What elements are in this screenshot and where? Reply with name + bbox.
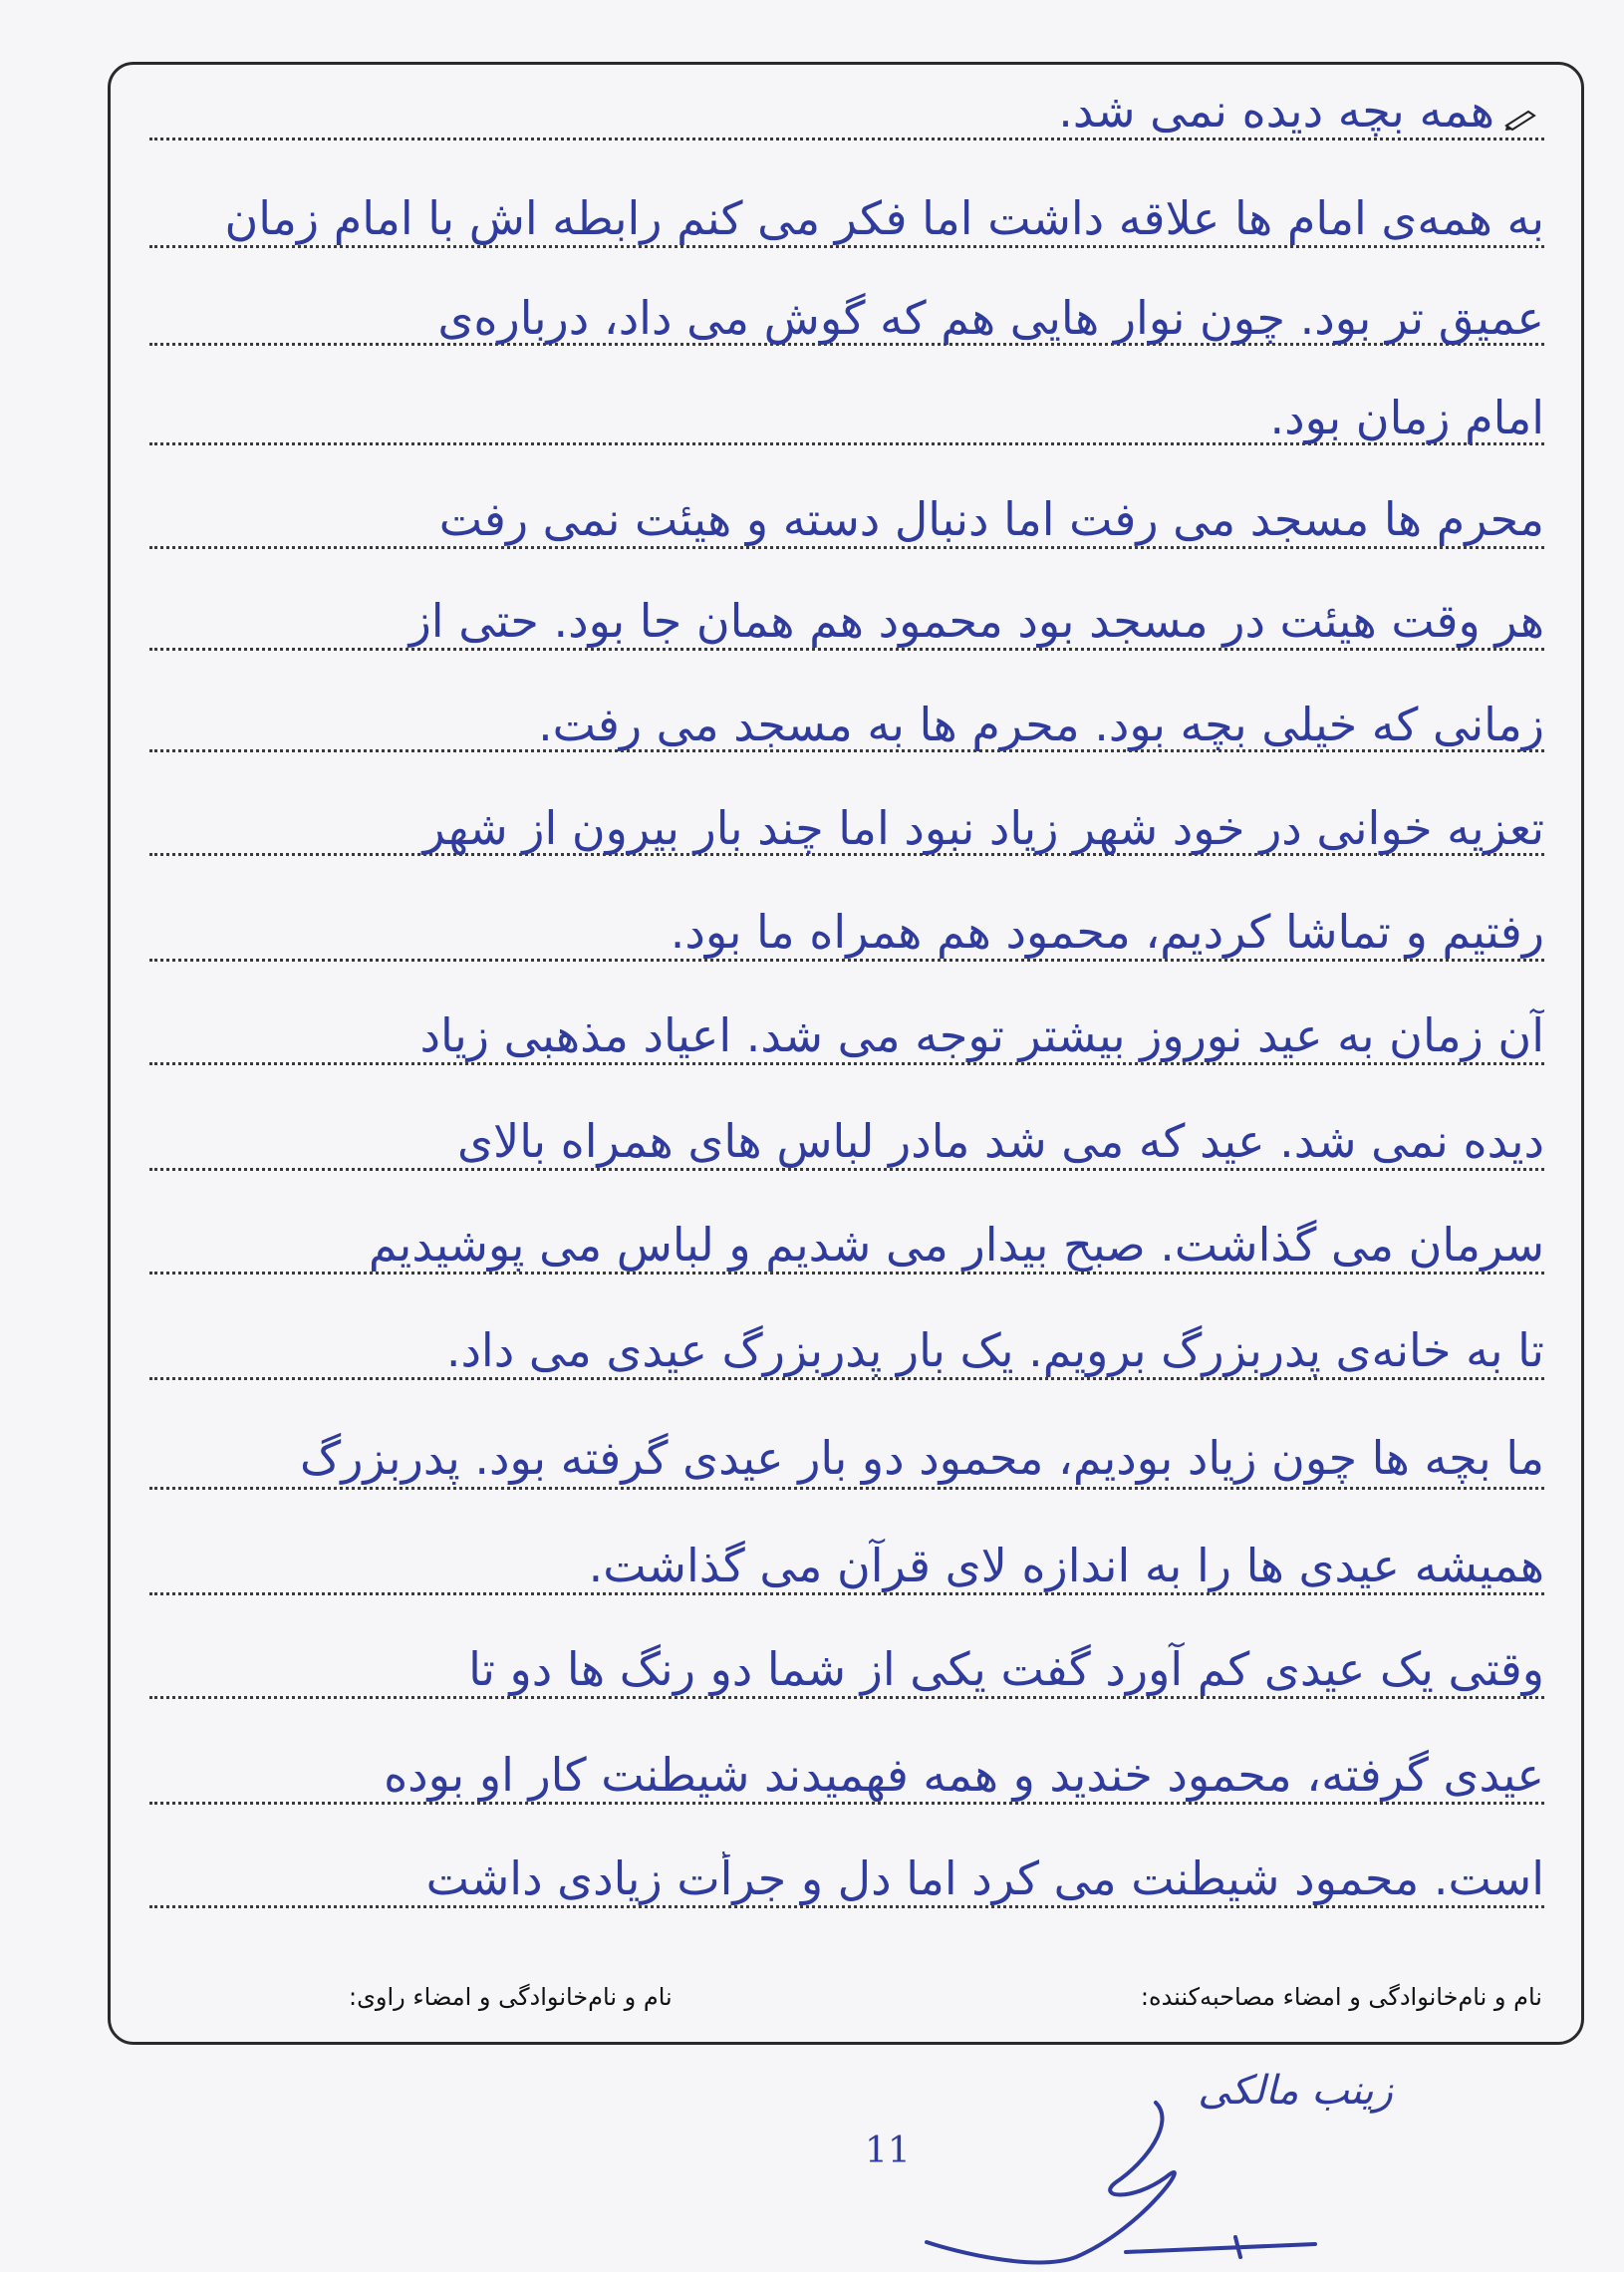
ruled-line [149,546,1544,549]
handwritten-line: وقتی یک عیدی کم آورد گفت یکی از شما دو رنگ ها دو تا [468,1642,1544,1696]
handwritten-line: همیشه عیدی ها را به اندازه لای قرآن می گذاشت. [588,1539,1544,1592]
interviewer-signature-label: نام و نام‌خانوادگی و امضاء مصاحبه‌کننده: [1140,1983,1542,2011]
handwritten-line: رفتیم و تماشا کردیم، محمود هم همراه ما بود. [670,905,1544,959]
handwritten-line: امام زمان بود. [1269,391,1544,444]
narrator-signature-label: نام و نام‌خانوادگی و امضاء راوی: [349,1983,673,2011]
handwritten-line: دیده نمی شد. عید که می شد مادر لباس های همراه بالای [457,1114,1544,1168]
handwritten-line: به همه‌ی امام ها علاقه داشت اما فکر می کنم رابطه اش با امام زمان [224,191,1544,245]
handwritten-line: سرمان می گذاشت. صبح بیدار می شدیم و لباس می پوشیدیم [368,1218,1544,1272]
handwritten-line: عمیق تر بود. چون نوار هایی هم که گوش می داد، درباره‌ی [437,291,1544,345]
ruled-line [149,1487,1544,1490]
page-number: 11 [865,2130,911,2171]
handwritten-line: است. محمود شیطنت می کرد اما دل و جرأت زیادی داشت [425,1851,1544,1905]
ruled-line [149,1168,1544,1171]
handwritten-line: محرم ها مسجد می رفت اما دنبال دسته و هیئت نمی رفت [438,492,1544,546]
handwritten-line: تا به خانه‌ی پدربزرگ برویم. یک بار پدربزرگ عیدی می داد. [445,1323,1544,1377]
handwritten-line: عیدی گرفته، محمود خندید و همه فهمیدند شیطنت کار او بوده [384,1748,1544,1802]
handwritten-line: همه بچه دیده نمی شد. [1058,84,1494,138]
ruled-line [149,1802,1544,1805]
ruled-line [149,138,1544,141]
ruled-line [149,1062,1544,1065]
narrator-signature: زینب مالکی [1198,2068,1393,2114]
ruled-line [149,648,1544,651]
handwritten-line: زمانی که خیلی بچه بود. محرم ها به مسجد می رفت. [538,698,1544,751]
ruled-line [149,1592,1544,1595]
ruled-line [149,245,1544,248]
ruled-line [149,959,1544,962]
handwritten-signature [0,2053,1624,2272]
ruled-line [149,1377,1544,1380]
handwritten-line: هر وقت هیئت در مسجد بود محمود هم همان جا بود. حتی از [408,594,1544,648]
handwritten-line: ما بچه ها چون زیاد بودیم، محمود دو بار عیدی گرفته بود. پدربزرگ [300,1431,1544,1485]
handwritten-line: تعزیه خوانی در خود شهر زیاد نبود اما چند بار بیرون از شهر [422,801,1544,855]
ruled-line [149,1696,1544,1699]
handwritten-line: آن زمان به عید نوروز بیشتر توجه می شد. اعیاد مذهبی زیاد [419,1008,1544,1062]
ruled-line [149,1272,1544,1275]
ruled-line [149,1905,1544,1908]
